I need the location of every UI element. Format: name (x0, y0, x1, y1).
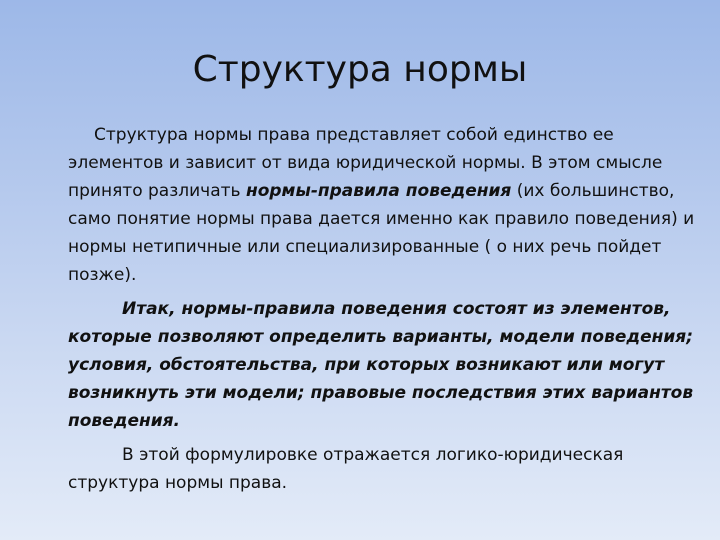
paragraph-logical-structure: В этой формулировке отражается логико-юридическая структура нормы права. (68, 445, 624, 493)
paragraph-structure-definition (68, 121, 708, 289)
slide-body (68, 121, 708, 497)
paragraph-1-emphasis: нормы-правила поведения (245, 181, 512, 201)
paragraph-norm-elements: Итак, нормы-правила поведения состоят из элементов, которые позволяют определить варианты, модели поведения; условия, обстоятельства, при которых возникают или могут возникнуть эти модели; правовые последствия этих вариантов поведения. (68, 299, 694, 431)
paragraph-1-text-after: (их большинство, само понятие нормы права дается именно как правило поведения) и нормы нетипичные или специализированные ( о них речь пойдет позже). (68, 181, 695, 285)
slide-title: Структура нормы (192, 49, 528, 90)
paragraph-1-text-before: Структура нормы права представляет собой единство ее элементов и зависит от вида юридической нормы. В этом смысле принято различать (68, 125, 663, 201)
